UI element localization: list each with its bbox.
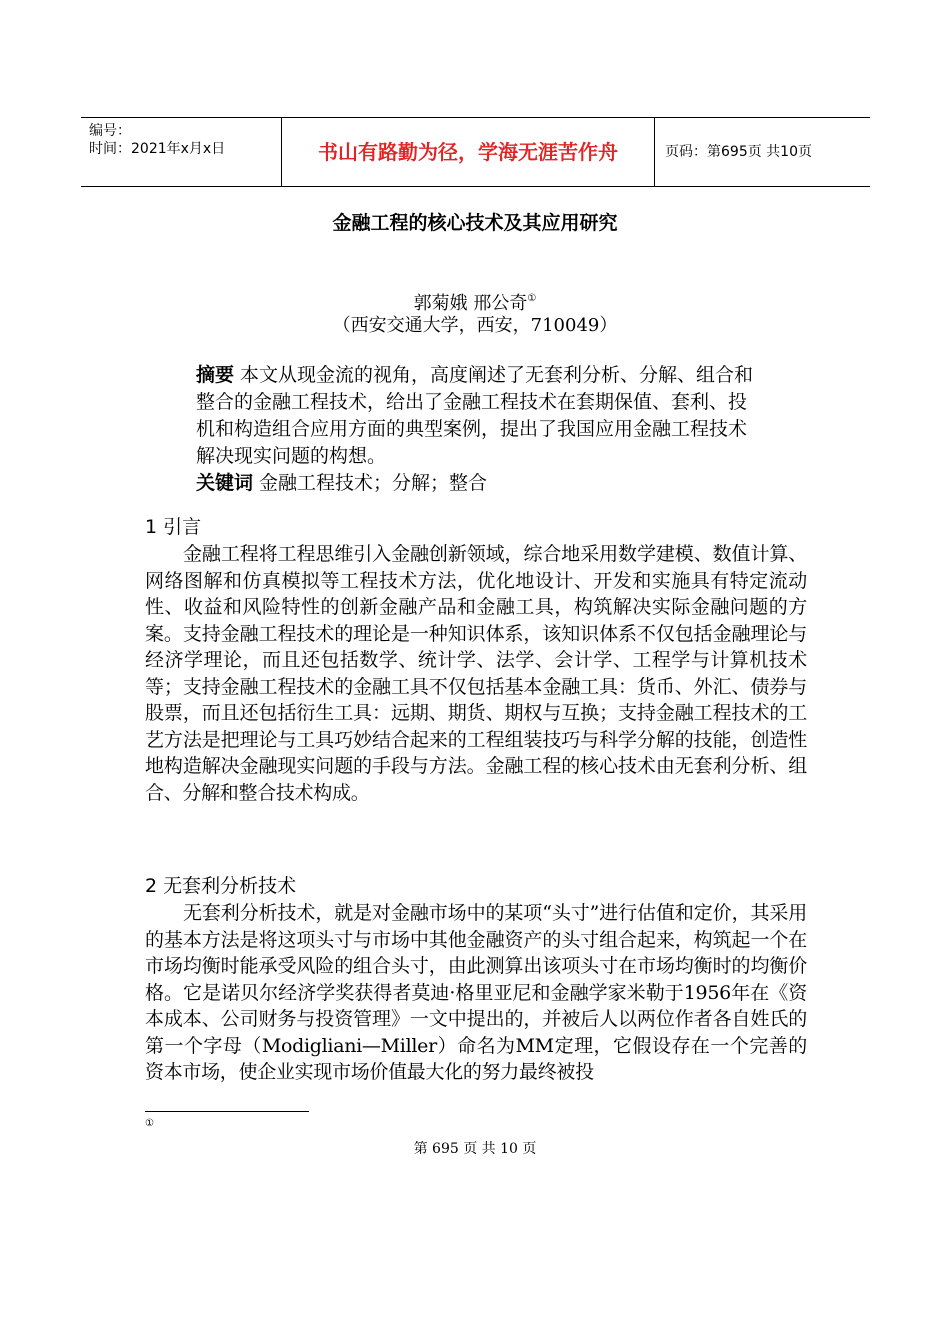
page-footer: 第 695 页 共 10 页 bbox=[413, 1141, 537, 1157]
footnote-mark: ① bbox=[145, 1118, 154, 1129]
affiliation: （西安交通大学，西安，710049） bbox=[332, 315, 618, 336]
abstract-block bbox=[196, 362, 761, 497]
page-label: 页码：第695页 共10页 bbox=[665, 144, 812, 160]
keywords-label: 关键词 bbox=[196, 472, 254, 494]
section-heading-arbitrage: 2 无套利分析技术 bbox=[145, 875, 297, 897]
article-title: 金融工程的核心技术及其应用研究 bbox=[332, 212, 618, 234]
author-note-mark: ① bbox=[527, 293, 537, 304]
header-meta-cell bbox=[81, 118, 281, 186]
number-label: 编号： bbox=[89, 123, 131, 139]
footnote-divider bbox=[145, 1111, 309, 1112]
header-page-cell bbox=[655, 118, 870, 186]
time-label: 时间：2021年x月x日 bbox=[89, 141, 226, 157]
author-names: 郭菊娥 邢公奇 bbox=[413, 293, 528, 314]
header-motto-cell bbox=[281, 118, 655, 186]
keywords bbox=[196, 470, 761, 497]
keywords-text: 金融工程技术；分解；整合 bbox=[253, 472, 488, 494]
authors bbox=[0, 287, 950, 316]
abstract bbox=[196, 362, 761, 470]
abstract-label: 摘要 bbox=[196, 364, 235, 386]
section-heading-intro: 1 引言 bbox=[145, 516, 202, 538]
header-table bbox=[81, 117, 870, 187]
abstract-text: 本文从现金流的视角，高度阐述了无套利分析、分解、组合和整合的金融工程技术，给出了金融工程技术在套期保值、套利、投机和构造组合应用方面的典型案例，提出了我国应用金融工程技术解决现实问题的构想。 bbox=[196, 364, 754, 467]
motto: 书山有路勤为径，学海无涯苦作舟 bbox=[318, 140, 618, 164]
section-body-arbitrage: 无套利分析技术，就是对金融市场中的某项“头寸”进行估值和定价，其采用的基本方法是将这项头寸与市场中其他金融资产的头寸组合起来，构筑起一个在市场均衡时能承受风险的组合头寸，由此测算出该项头寸在市场均衡时的均衡价格。它是诺贝尔经济学奖获得者莫迪·格里亚尼和金融学家米勒于1956年在《资本成本、公司财务与投资管理》一文中提出的，并被后人以两位作者各自姓氏的第一个字母（Modigliani—Miller）命名为MM定理，它假设存在一个完善的资本市场，使企业实现市场价值最大化的努力最终被投 bbox=[145, 902, 807, 1083]
section-body-intro: 金融工程将工程思维引入金融创新领域，综合地采用数学建模、数值计算、网络图解和仿真模拟等工程技术方法，优化地设计、开发和实施具有特定流动性、收益和风险特性的创新金融产品和金融工具，构筑解决实际金融问题的方案。支持金融工程技术的理论是一种知识体系，该知识体系不仅包括金融理论与经济学理论，而且还包括数学、统计学、法学、会计学、工程学与计算机技术等；支持金融工程技术的金融工具不仅包括基本金融工具：货币、外汇、债券与股票，而且还包括衍生工具：远期、期货、期权与互换；支持金融工程技术的工艺方法是把理论与工具巧妙结合起来的工程组装技巧与科学分解的技能，创造性地构造解决金融现实问题的手段与方法。金融工程的核心技术由无套利分析、组合、分解和整合技术构成。 bbox=[145, 543, 807, 804]
